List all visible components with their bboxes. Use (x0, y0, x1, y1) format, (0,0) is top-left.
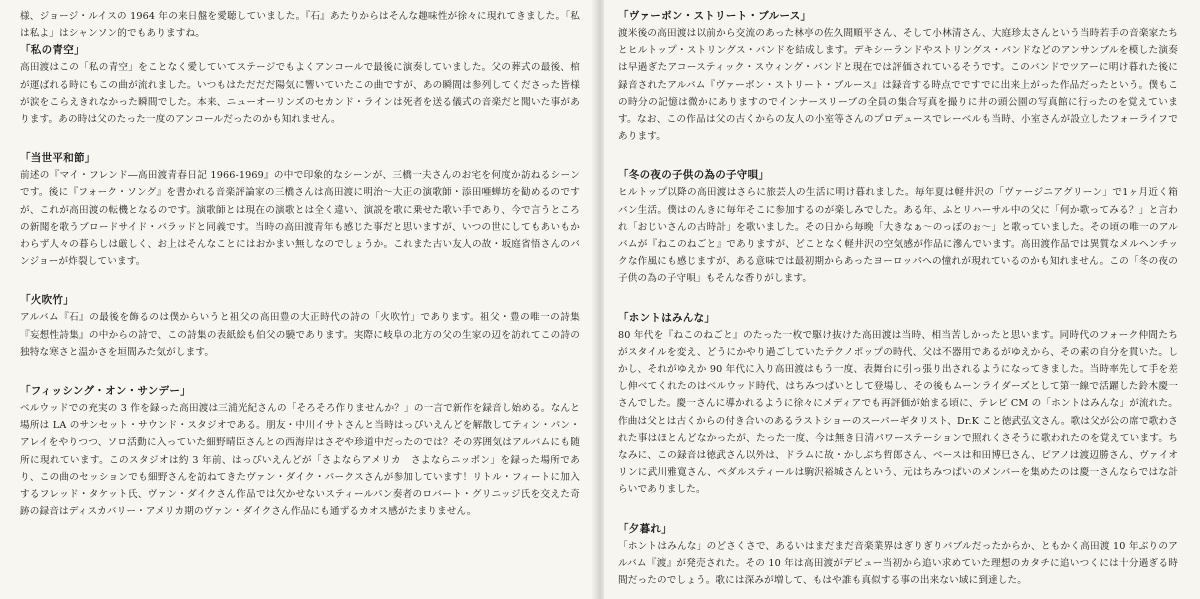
section-body: 前述の『マイ・フレンド―高田渡青春日記 1966-1969』の中で印象的なシーンが、三橋一夫さんのお宅を何度か訪ねるシーンです。後に『フォーク・ソング』を書かれる音楽評論家の三橋さんは高田渡に明治～大正の演歌師・添田唖蝉坊を勧めるのですが、これが高田渡の転機となるのです。演歌師とは現在の演歌とは全く違い、演説を歌に乗せた歌い手であり、今で言うところの新聞を歌うブロードサイド・バラッドと同義です。当時の高田渡青年も感じた事だと思いますが、いつの世にしてもあいもかわらず人々の暮らしは厳しく、お上はそんなことにはおかまい無しなのでしょうか。これまた古い友人の故・坂庭省悟さんのバンジョーが炸裂しています。 (20, 170, 580, 268)
right-page-column (618, 8, 1178, 599)
section-title: 「火吹竹」 (20, 294, 74, 307)
section-body: ヒルトップ以降の高田渡はさらに旅芸人の生活に明け暮れました。毎年夏は軽井沢の「ヴァージニアグリーン」で1ヶ月近く箱バン生活。僕はのんきに毎年そこに参加するのが楽しみでした。ある年、ふとリハーサル中の父に「何か歌ってみる？」と言われ「おじいさんの古時計」を歌いました。その日から毎晩「大きなぁ～のっぽのぉ～」と歌っていました。その頃の唯一のアルバムが『ねこのねごと』でありますが、どことなく軽井沢の空気感が作品に滲んでいます。高田渡作品では異質なメルヘンチックな作風にも感じますが、ある意味では最初期からあったヨーロッパへの憧れが現れているのかも知れません。この「冬の夜の子供の為の子守唄」もそんな香りがします。 (618, 187, 1178, 285)
section-title: 「当世平和節」 (20, 152, 96, 165)
section-fuyu-no-yoru-komoriuta (618, 167, 1178, 287)
section-title: 「夕暮れ」 (618, 522, 672, 535)
section-tousei-heiwabushi (20, 150, 580, 270)
section-title: 「私の青空」 (20, 44, 85, 57)
section-body: 80 年代を『ねこのねごと』のたった一枚で駆け抜けた高田渡は当時、相当苦しかったと思います。同時代のフォーク仲間たちがスタイルを変え、どうにかやり過ごしていたテクノポップの時代、父は不器用であるがゆえから、その素の自分を貫いた。しかし、それがゆえか 90 年代に入り高田渡はもう一度、表舞台に引っ張り出されるようになってきました。当時率先して手を差し伸べてくれたのはベルウッド時代、はちみつぱいとして登場し、その後もムーンライダーズとして第一線で活躍した鈴木慶一さんでした。慶一さんに導かれるように徐々にメディアでも再評価が始まる頃に、テレビ CM の「ホントはみんな」が流れた。作曲は父とは古くからの付き合いのあるラストショーのスーパーギタリスト、Dr.K こと徳武弘文さん。歌は父が公の席で歌わされた事はほとんどなかったが、たった一度、今は無き日清パワーステーションで照れくさそうに歌われたのを覚えています。ちなみに、この録音は徳武さん以外は、ドラムに故・かしぶち哲郎さん、ベースは和田博巳さん、ピアノは渡辺勝さん、ヴァイオリンに武川雅寛さん、ペダルスティールは駒沢裕城さんという、元はちみつぱいのメンバーを集めたのは慶一さんならではな計らいでありました。 (618, 329, 1178, 496)
left-page (0, 0, 596, 599)
section-bourbon-street-blues (618, 8, 1178, 145)
section-body: アルバム『石』の最後を飾るのは僕からいうと祖父の高田豊の大正時代の詩の「火吹竹」であります。祖父・豊の唯一の詩集『妄想性詩集』の中からの詩で、この詩集の表紙絵も伯父の驍であります。実際に岐阜の北方の父の生家の辺を訪れてこの詩の独特な寒さと温かさを垣間みた気がします。 (20, 312, 580, 358)
section-title: 「フィッシング・オン・サンデー」 (20, 385, 191, 398)
section-body: ベルウッドでの充実の 3 作を録った高田渡は三浦光紀さんの「そろそろ作りませんか？」の一言で新作を録音し始める。なんと場所は LA のサンセット・サウンド・スタジオである。朋友・中川イサトさんと当時はっぴいえんどを解散してティン・パン・アレイをやりつつ、ソロ活動に入っていた細野晴臣さんとの西海岸はさぞや珍道中だったのでは？その雰囲気はアルバムにも随所に現れています。このスタジオは約 3 年前、はっぴいえんどが「さよならアメリカ さよならニッポン」を録った場所であり、この曲のセッションでも細野さんを訪ねてきたヴァン・ダイク・パークスさんが参加しています！リトル・フィートに加入するフレッド・タケット氏、ヴァン・ダイクさん作品では欠かせないスティールパン奏者のロバート・グリニッジ氏を交えた奇跡の録音はディスカバリー・アメリカ期のヴァン・ダイクさん作品にも通ずるカオス感がたまりません。 (20, 403, 580, 518)
section-hifukidake (20, 292, 580, 361)
section-title: 「冬の夜の子供の為の子守唄」 (618, 169, 770, 182)
section-honto-wa-minna (618, 310, 1178, 499)
intro-paragraph: 様、ジョージ・ルイスの 1964 年の来日盤を愛聴していました。『石』あたりからはそんな趣味性が徐々に現れてきました。「私は私よ」はシャンソン的でもありますね。 (20, 11, 580, 40)
section-fishing-on-sunday (20, 383, 580, 520)
right-page (604, 0, 1200, 599)
section-yuugure (618, 521, 1178, 590)
section-body: 「ホントはみんな」のどさくさで、あるいはまだまだ音楽業界はぎりぎりバブルだったからか、ともかく高田渡 10 年ぶりのアルバム『渡』が発売された。その 10 年は高田渡がデビュー当初から追い求めていた理想のカタチに追いつくには十分過ぎる時間だったのでしょう。歌には深みが増して、もはや誰も真似する事の出来ない域に到達した。 (618, 540, 1178, 587)
section-title: 「ヴァーボン・ストリート・ブルース」 (618, 10, 812, 22)
section-body: 高田渡はこの「私の青空」をことなく愛していてステージでもよくアンコールで最後に演奏していました。父の葬式の最後、棺が運ばれる時にもこの曲が流れました。いつもはただだだ陽気に響いていたこの曲ですが、あの瞬間は参列してくださった皆様が涙をこらえきれなかった瞬間でした。本来、ニューオーリンズのセカンド・ラインは死者を送る儀式の音楽だと聞いた事があります。あの時は父のたった一度のアンコールだったのかも知れません。 (20, 62, 580, 126)
section-watashi-no-aozora (20, 42, 580, 128)
section-body: 渡米後の高田渡は以前から交流のあった林亭の佐久間順平さん、そして小林清さん、大庭珍太さんという当時若手の音楽家たちとヒルトップ・ストリングス・バンドを結成します。デキシーランドやストリングス・バンドなどのアンサンブルを模した演奏は早過ぎたアコースティック・スウィング・バンドと現在では評価されているそうです。このバンドでツアーに明け暮れた後に録音されたアルバム『ヴァーボン・ストリート・ブルース』は録音する時点でですでに出来上がった作品だったという。僕もこの時分の記憶は微かにありますのでインナースリーブの全員の集合写真を撮りに井の頭公園の写真館に行ったのを覚えています。なお、この作品は父の古くからの友人の小室等さんのプロデュースでレーベルも当時、小室さんが設立したフォーライフであります。 (618, 28, 1178, 143)
section-title: 「ホントはみんな」 (618, 311, 716, 324)
left-page-column (20, 8, 580, 542)
